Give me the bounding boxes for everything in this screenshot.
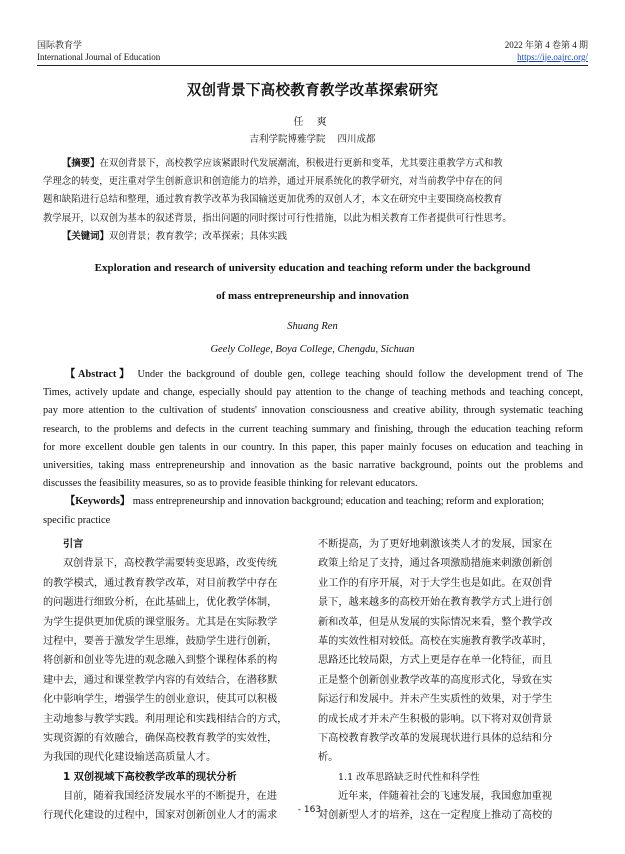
keywords-en-text: mass entrepreneurship and innovation background; education and teaching; reform and exploration; — [132, 496, 544, 508]
abstract-en — [43, 366, 583, 530]
body-line: 对创新型人才的培养，这在一定程度上推动了高校的 — [318, 810, 553, 822]
body-line: 政策上给足了支持，通过各项激励措施来刺激创新创 — [318, 558, 553, 570]
body-line: 近年来，伴随着社会的飞速发展，我国愈加重视 — [338, 791, 552, 803]
abstract-en-line: discusses the feasibility measures, so as to provide feasible thinking for relevant educators. — [43, 478, 418, 490]
body-line: 化中影响学生，增强学生的创业意识，使其可以积极 — [43, 694, 278, 706]
author-cn: 任 爽 — [293, 117, 332, 128]
keywords-en-label: 【Keywords】 — [65, 496, 131, 508]
section-heading-1: 1 双创视域下高校教学改革的现状分析 — [63, 771, 237, 783]
paper-title-cn: 双创背景下高校教育教学改革探索研究 — [186, 83, 439, 99]
body-line: 实现资源的有效融合，确保高校教育教学的实效性， — [43, 732, 278, 744]
keywords-en-text-cont: specific practice — [43, 514, 111, 526]
abstract-cn-label: 【摘要】 — [62, 158, 100, 169]
journal-name-cn: 国际教育学 — [37, 40, 83, 50]
body-line: 际运行和发展中。并未产生实质性的效果，对于学生 — [318, 694, 553, 706]
running-header — [37, 39, 588, 66]
keywords-cn-label: 【关键词】 — [62, 230, 109, 242]
affiliation-en: Geely College, Boya College, Chengdu, Sichuan — [210, 344, 415, 355]
page-number: - 163 - — [297, 805, 328, 815]
body-line: 双创背景下，高校教学需要转变思路，改变传统 — [63, 558, 277, 570]
author-en: Shuang Ren — [287, 321, 338, 332]
abstract-en-line: for more excellent double gen talents in our country. In this paper, this paper mainly focuses on education and teaching in — [43, 441, 583, 453]
body-line: 革的实效性相对较低。高校在实施教育教学改革时， — [318, 635, 553, 647]
body-line: 析。 — [318, 752, 339, 764]
journal-name-en: International Journal of Education — [37, 52, 161, 62]
body-line: 建中去，通过和课堂教学内容的有效结合，在潜移默 — [43, 674, 278, 686]
body-line: 的成长成才并未产生积极的影响。以下将对双创背景 — [318, 713, 553, 725]
abstract-cn-line: 学理念的转变，更注重对学生创新意识和创造能力的培养，通过开展系统化的教学研究，对当前教学中存在的问 — [43, 176, 503, 188]
subsection-heading-1-1: 1.1 改革思路缺乏时代性和科学性 — [338, 771, 480, 783]
abstract-en-line: research, to the problems and defects in the current teaching summary and finishing, through the education teaching reform — [43, 423, 583, 435]
issue-label: 2022 年第 4 卷第 4 期 — [504, 40, 588, 50]
journal-name — [37, 39, 160, 63]
body-line: 景下，越来越多的高校开始在教育教学方式上进行创 — [318, 597, 553, 609]
body-line: 思路还比较局限，方式上更是存在单一化特征，而且 — [318, 655, 553, 667]
body-line: 下高校教育教学改革的发展现状进行具体的总结和分 — [318, 732, 553, 744]
body-line: 目前，随着我国经济发展水平的不断提升，在进 — [63, 791, 277, 803]
keywords-cn-text: 双创背景；教育教学；改革探索；具体实践 — [108, 230, 288, 242]
body-line: 为学生提供更加优质的课堂服务。尤其是在实际教学 — [43, 616, 278, 628]
body-line: 业工作的有序开展，对于大学生也是如此。在双创背 — [318, 577, 553, 589]
abstract-cn — [43, 155, 583, 246]
paper-title-en-line1: Exploration and research of university education and teaching reform under the background — [94, 262, 531, 274]
abstract-en-line: universities, taking mass entrepreneurship and innovation as the basic narrative background, points out the problems and — [43, 459, 583, 471]
abstract-cn-line: 在双创背景下，高校教学应该紧跟时代发展潮流，积极进行更新和变革，尤其要注重教学方式和教 — [99, 158, 503, 169]
body-line: 将创新和创业等先进的观念融入到整个课程体系的构 — [43, 655, 278, 667]
abstract-cn-line: 教学展开，以双创为基本的叙述背景，指出问题的同时探讨可行性措施，以此为相关教育工作者提供可行性思考。 — [43, 212, 512, 224]
body-line: 的教学模式，通过教育教学改革，对目前教学中存在 — [43, 577, 278, 589]
body-column-left — [43, 535, 309, 826]
abstract-en-line: Times, actively update and change, especially should pay attention to the change of teaching methods and teaching concept, — [43, 387, 583, 399]
body-line: 过程中，要善于激发学生思维，鼓励学生进行创新， — [43, 635, 278, 647]
journal-url-link[interactable]: https://ije.oajrc.org/ — [517, 52, 588, 62]
affiliation-cn — [0, 131, 625, 145]
body-line: 主动地参与教学实践。利用理论和实践相结合的方式， — [43, 713, 288, 725]
affiliation-college: 吉利学院博雅学院 — [249, 134, 326, 145]
abstract-en-line: pay more attention to the cultivation of students' innovation consciousness and creative ability, through systematic teaching — [43, 405, 583, 417]
abstract-en-line: Under the background of double gen, college teaching should follow the development trend of The — [137, 369, 583, 380]
paper-title-en-line2: of mass entrepreneurship and innovation — [216, 290, 409, 302]
body-line: 行现代化建设的过程中，国家对创新创业人才的需求 — [43, 810, 278, 822]
body-line: 新和改革，但是从发展的实际情况来看，整个教学改 — [318, 616, 553, 628]
body-line: 为我国的现代化建设输送高质量人才。 — [43, 752, 217, 764]
body-line: 正是整个创新创业教学改革的高度形式化，导致在实 — [318, 674, 553, 686]
section-heading-intro: 引言 — [63, 539, 84, 550]
body-column-right — [318, 535, 584, 826]
body-line: 的问题进行细致分析，在此基础上，优化教学体制， — [43, 597, 278, 609]
body-line: 不断提高，为了更好地刺激该类人才的发展，国家在 — [318, 539, 553, 550]
affiliation-city: 四川成都 — [337, 134, 376, 145]
abstract-cn-line: 题和缺陷进行总结和整理，通过教育教学改革为我国输送更加优秀的双创人才，本文在研究中主要围绕高校教育 — [43, 194, 503, 206]
issue-info — [505, 39, 588, 63]
abstract-en-label: 【Abstract】 — [65, 369, 133, 380]
